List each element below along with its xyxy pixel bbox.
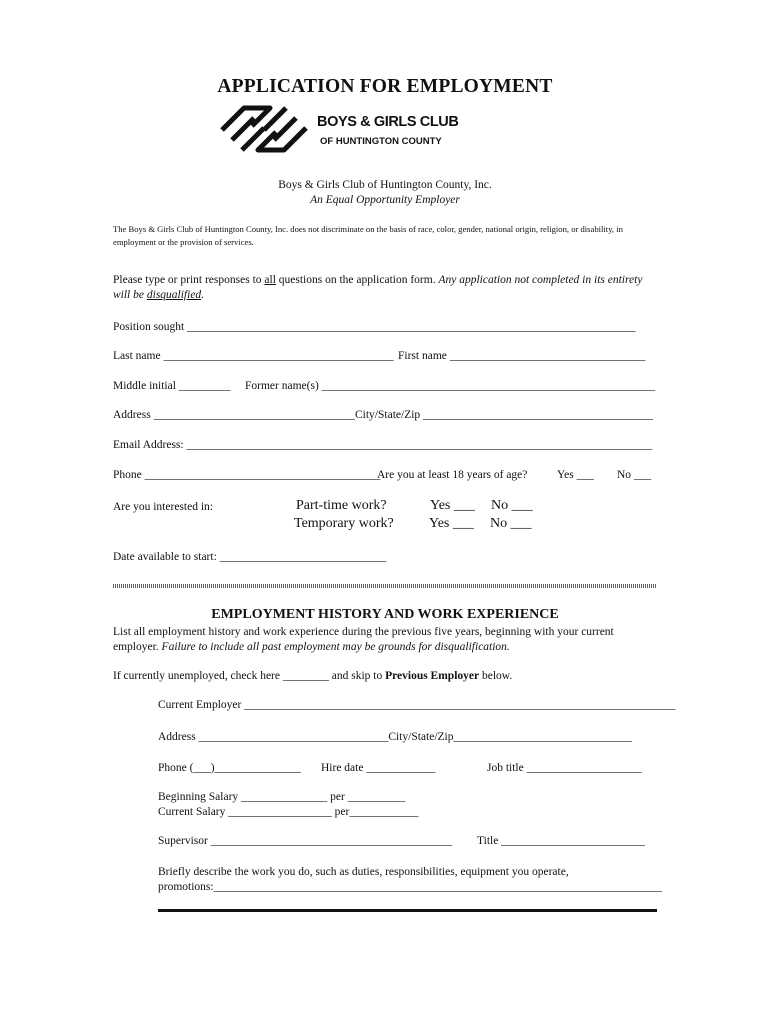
part-time-yes-field[interactable]: Yes ___ [430,498,475,513]
employer-phone-field[interactable]: Phone (___)_______________ [158,762,301,774]
instructions-text: Please type or print responses to [113,274,265,286]
employment-intro-text: List all employment history and work experience during the previous five years, beginning with your current employer. [113,626,614,653]
temporary-yes-field[interactable]: Yes ___ [429,516,474,531]
supervisor-title-field[interactable]: Title _________________________ [477,835,645,847]
temporary-label: Temporary work? [294,516,394,531]
boys-girls-club-hands-logo-icon [218,100,310,158]
age-question: Are you at least 18 years of age? [377,469,528,481]
org-name: Boys & Girls Club of Huntington County, Inc. [278,179,492,191]
instructions-warning: Any application not completed in its entirety will be [113,274,643,301]
instructions-disqualified: disqualified [146,289,202,301]
unemployed-check-field[interactable] [113,670,512,682]
middle-initial-field[interactable]: Middle initial _________ [113,380,231,392]
age-yes-field[interactable]: Yes ___ [557,469,594,481]
dotted-divider [113,584,657,588]
current-salary-field[interactable]: Current Salary __________________ per____________ [158,806,419,818]
first-name-field[interactable]: First name __________________________________ [398,350,646,362]
previous-employer-ref: Previous Employer [385,670,480,682]
last-name-field[interactable]: Last name ________________________________________ [113,350,394,362]
instructions-text-2: questions on the application form. [275,274,439,286]
part-time-no-field[interactable]: No ___ [491,498,533,513]
hire-date-field[interactable]: Hire date ____________ [321,762,436,774]
non-discrimination-disclaimer: The Boys & Girls Club of Huntington County, Inc. does not discriminate on the basis of race, color, gender, national origin, religion, or disability, in employment or the provision of services. [113,224,623,247]
current-employer-field[interactable]: Current Employer ___________________________________________________________________________ [158,699,676,711]
beginning-salary-field[interactable]: Beginning Salary _______________ per __________ [158,791,406,803]
temporary-no-field[interactable]: No ___ [490,516,532,531]
supervisor-field[interactable]: Supervisor __________________________________________ [158,835,453,847]
employment-intro-warning: Failure to include all past employment may be grounds for disqualification. [161,641,510,653]
interest-label: Are you interested in: [113,501,213,513]
city-state-zip-field[interactable]: City/State/Zip ________________________________________ [355,409,654,421]
address-field[interactable]: Address ___________________________________ [113,409,355,421]
work-description-field[interactable]: Briefly describe the work you do, such as duties, responsibilities, equipment you operate, promotions:______________________________________________________________________________ [158,866,663,893]
email-field[interactable]: Email Address: _________________________________________________________________________________ [113,439,653,451]
age-no-field[interactable]: No ___ [617,469,652,481]
employer-address-field[interactable]: Address _________________________________City/State/Zip_______________________________ [158,731,632,743]
instructions [113,273,661,303]
form-title: APPLICATION FOR EMPLOYMENT [217,76,553,97]
unemployed-text-end: below. [479,670,513,682]
part-time-label: Part-time work? [296,498,387,513]
logo-name: BOYS & GIRLS CLUB [317,114,459,130]
instructions-all: all [264,274,276,286]
section-end-rule [158,909,657,912]
instructions-end: . [201,289,205,301]
org-tagline: An Equal Opportunity Employer [310,194,460,206]
phone-field[interactable]: Phone _________________________________________ [113,469,381,481]
job-title-field[interactable]: Job title ____________________ [487,762,642,774]
unemployed-text: If currently unemployed, check here ________ and skip to [113,670,386,682]
position-sought-field[interactable]: Position sought ______________________________________________________________________________ [113,321,636,333]
date-available-field[interactable]: Date available to start: _____________________________ [113,551,387,563]
employment-section-title: EMPLOYMENT HISTORY AND WORK EXPERIENCE [211,607,559,622]
employment-intro [113,625,661,655]
logo-subname: OF HUNTINGTON COUNTY [320,136,442,147]
former-names-field[interactable]: Former name(s) __________________________________________________________ [245,380,656,392]
